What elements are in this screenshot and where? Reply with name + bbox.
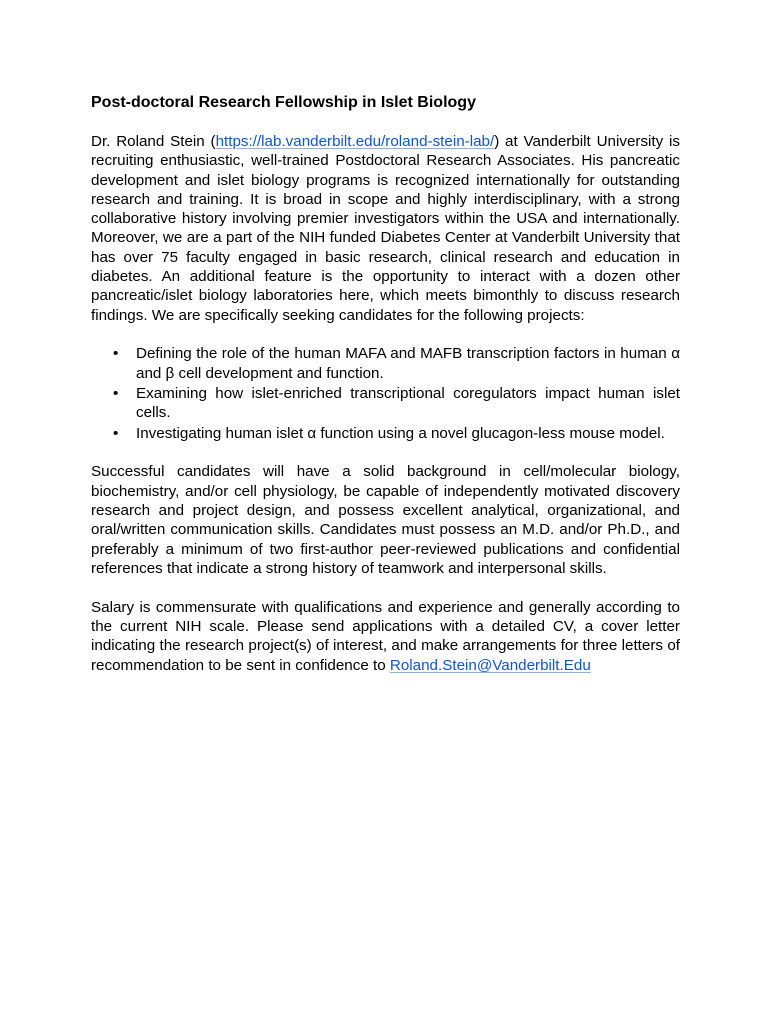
intro-prefix: Dr. Roland Stein ( bbox=[91, 133, 216, 150]
project-text: Defining the role of the human MAFA and MAFB transcription factors in human α and β cell development and function. bbox=[136, 345, 680, 382]
list-item bbox=[91, 424, 680, 443]
intro-paragraph bbox=[91, 132, 680, 325]
list-item bbox=[91, 344, 680, 383]
qualifications-paragraph: Successful candidates will have a solid background in cell/molecular biology, biochemistry, and/or cell physiology, be capable of independently motivated discovery research and project design, and possess excellent analytical, organizational, and oral/written communication skills. Candidates must possess an M.D. and/or Ph.D., and preferably a minimum of two first-author peer-reviewed publications and confidential references that indicate a strong history of teamwork and interpersonal skills. bbox=[91, 463, 680, 577]
projects-list bbox=[91, 344, 680, 442]
lab-website-link[interactable]: https://lab.vanderbilt.edu/roland-stein-lab/ bbox=[215, 133, 495, 150]
bullet-icon: • bbox=[113, 345, 119, 363]
bullet-icon: • bbox=[113, 424, 119, 442]
salary-text: Salary is commensurate with qualifications and experience and generally according to the current NIH scale. Please send applications with a detailed CV, a cover letter indicating the research project(s) of interest, and make arrangements for three letters of recommendation to be sent in confidence to bbox=[91, 598, 680, 674]
contact-email-link[interactable]: Roland.Stein@Vanderbilt.Edu bbox=[389, 656, 591, 674]
list-item bbox=[91, 384, 680, 423]
bullet-icon: • bbox=[113, 385, 119, 403]
project-text: Investigating human islet α function using a novel glucagon-less mouse model. bbox=[136, 424, 665, 442]
intro-body: ) at Vanderbilt University is recruiting enthusiastic, well-trained Postdoctoral Research Associates. His pancreatic development and islet biology programs is recognized internationally for outstanding research and training. It is broad in scope and highly interdisciplinary, with a strong collaborative history involving premier investigators within the USA and internationally. Moreover, we are a part of the NIH funded Diabetes Center at Vanderbilt University that has over 75 faculty engaged in basic research, clinical research and education in diabetes. An additional feature is the opportunity to interact with a dozen other pancreatic/islet biology laboratories here, which meets bimonthly to discuss research findings. We are specifically seeking candidates for the following projects: bbox=[91, 133, 680, 324]
document-page bbox=[91, 92, 680, 694]
salary-paragraph bbox=[91, 598, 680, 675]
document-title: Post-doctoral Research Fellowship in Islet Biology bbox=[91, 94, 476, 111]
project-text: Examining how islet-enriched transcriptional coregulators impact human islet cells. bbox=[136, 385, 680, 422]
